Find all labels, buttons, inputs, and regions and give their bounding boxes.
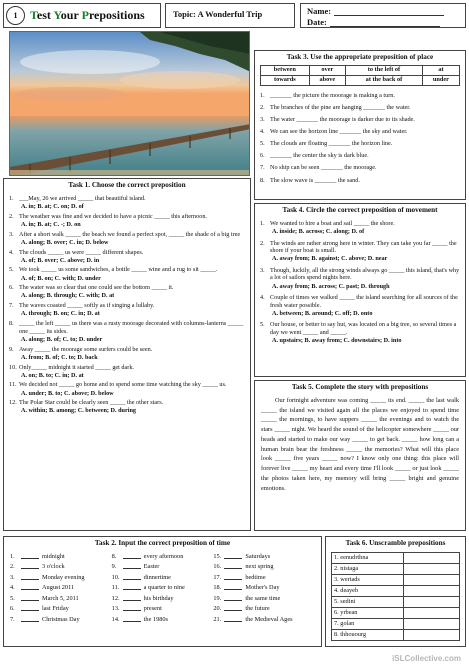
- task2-section: [3, 536, 322, 647]
- item-text: a quarter to nine: [143, 584, 185, 592]
- time-item: [10, 563, 112, 571]
- pier-sunset-image: [10, 32, 250, 176]
- answer-blank[interactable]: [21, 563, 39, 569]
- question-item: [9, 346, 245, 354]
- question-item: [9, 381, 245, 389]
- task3-heading: Task 3. Use the appropriate preposition of place: [286, 53, 434, 61]
- time-item: [213, 553, 315, 561]
- question-number: 2.: [260, 239, 265, 247]
- answer-blank[interactable]: [21, 616, 39, 622]
- item-text: his birthday: [143, 594, 174, 602]
- question-number: 8.: [9, 320, 14, 328]
- question-text: We wanted to hire a boat and sail _____ the shore.: [270, 219, 395, 227]
- time-item: [213, 616, 315, 624]
- question-number: 5.: [260, 140, 265, 148]
- answer-blank[interactable]: [224, 595, 242, 601]
- question-text: The winds are rather strong here in winter. They can take you far _____ the shore if your boat is small.: [270, 239, 457, 255]
- answer-options[interactable]: A. under; B. to; C. above; D. below: [21, 389, 114, 397]
- question-item: [9, 231, 245, 239]
- answer-options[interactable]: A. through; B. on; C. in; D. at: [21, 310, 100, 318]
- question-item: [260, 321, 460, 336]
- question-text: Only_____ midnight it started _____ get dark.: [19, 363, 134, 371]
- question-number: 2.: [9, 212, 14, 220]
- scrambled-word: 1. eenudrthna: [332, 552, 404, 563]
- item-number: 2.: [10, 563, 15, 571]
- question-text[interactable]: _______ the picture the moorage is making a turn.: [270, 91, 395, 99]
- answer-blank[interactable]: [21, 595, 39, 601]
- task1-heading: Task 1. Choose the correct preposition: [68, 181, 186, 189]
- task1-section: [3, 178, 251, 531]
- item-number: 19.: [213, 594, 222, 602]
- answer-blank[interactable]: [123, 605, 141, 611]
- answer-cell[interactable]: [403, 619, 459, 630]
- question-text: We decided not _____ go home and to spend some time watching the sky _____ us.: [19, 381, 227, 389]
- item-text: Christmas Day: [42, 615, 80, 623]
- topic-box: [165, 3, 295, 28]
- answer-options[interactable]: A. from; B. of; C. to; D. back: [21, 353, 98, 361]
- question-item: [9, 364, 245, 372]
- answer-blank[interactable]: [123, 563, 141, 569]
- task5-section: [254, 380, 466, 531]
- question-text: The clouds _____ us were _____ different shapes.: [19, 248, 144, 256]
- time-item: [10, 584, 112, 592]
- word-bank-cell: over: [309, 65, 345, 75]
- answer-blank[interactable]: [21, 584, 39, 590]
- question-item: [9, 266, 245, 274]
- question-item: [260, 164, 460, 172]
- question-text: Away _____ the moorage some surfers could be seen.: [19, 345, 153, 353]
- answer-blank[interactable]: [123, 574, 141, 580]
- question-number: 9.: [9, 345, 14, 353]
- item-number: 14.: [111, 615, 120, 623]
- time-item: [10, 553, 112, 561]
- task4-items: [260, 220, 460, 345]
- time-item: [112, 563, 214, 571]
- item-number: 15.: [213, 552, 222, 560]
- question-text[interactable]: _______ the center the sky is dark blue.: [270, 152, 369, 160]
- question-number: 4.: [9, 248, 14, 256]
- answer-cell[interactable]: [403, 574, 459, 585]
- name-field[interactable]: Name:: [307, 6, 444, 16]
- answer-options[interactable]: A. between; B. around; C. off; D. onto: [272, 309, 373, 317]
- word-bank-cell: to the left of: [346, 65, 423, 75]
- unscramble-row: [332, 552, 460, 563]
- item-number: 4.: [10, 584, 15, 592]
- item-number: 8.: [111, 552, 117, 560]
- task2-heading: Task 2. Input the correct preposition of time: [94, 539, 231, 547]
- answer-cell[interactable]: [403, 608, 459, 619]
- time-column: [10, 553, 112, 626]
- question-number: 7.: [9, 302, 14, 310]
- answer-blank[interactable]: [21, 553, 39, 559]
- answer-options[interactable]: A. within; B. among; C. between; D. during: [21, 407, 136, 415]
- word-bank-cell: at: [422, 65, 459, 75]
- scrambled-word: 4. deayeb: [332, 585, 404, 596]
- answer-options[interactable]: A. in; B. at; C. on; D. of: [21, 202, 84, 210]
- question-item: [260, 152, 460, 160]
- question-item: [9, 249, 245, 257]
- answer-blank[interactable]: [224, 605, 242, 611]
- question-number: 7.: [260, 164, 265, 172]
- time-item: [10, 574, 112, 582]
- time-item: [112, 584, 214, 592]
- scrambled-word: 2. nistaga: [332, 563, 404, 574]
- item-number: 20.: [213, 605, 222, 613]
- answer-blank[interactable]: [21, 574, 39, 580]
- answer-cell[interactable]: [403, 630, 459, 641]
- item-text: Saturdays: [245, 552, 271, 560]
- word-bank-row: [261, 75, 460, 85]
- scrambled-word: 8. thhouourg: [332, 630, 404, 641]
- name-date-box: [300, 3, 466, 28]
- unscramble-row: [332, 630, 460, 641]
- unscramble-row: [332, 619, 460, 630]
- question-number: 1.: [260, 91, 265, 99]
- item-text: midnight: [42, 552, 65, 560]
- question-text[interactable]: The slow wave is _______ the sand.: [270, 176, 360, 184]
- task6-heading: Task 6. Unscramble prepositions: [345, 539, 446, 547]
- item-number: 7.: [10, 615, 15, 623]
- unscramble-row: [332, 563, 460, 574]
- question-item: [260, 92, 460, 100]
- word-bank-cell: under: [422, 75, 459, 85]
- question-item: [9, 195, 245, 203]
- question-number: 10.: [9, 363, 17, 371]
- answer-options[interactable]: A. of; B. on; C. with; D. under: [21, 274, 101, 282]
- item-text: March 5, 2011: [42, 594, 79, 602]
- answer-blank[interactable]: [224, 584, 242, 590]
- question-text: After a short walk _____ the beach we found a perfect spot, _____ the shade of a big tree: [19, 230, 241, 238]
- question-item: [260, 177, 460, 185]
- item-text: the same time: [245, 594, 281, 602]
- worksheet-title: Test Your Prepositions: [30, 8, 145, 22]
- question-item: [9, 302, 245, 310]
- answer-blank[interactable]: [123, 584, 141, 590]
- answer-options[interactable]: A. along; B. over; C. in; D. below: [21, 238, 109, 246]
- answer-options[interactable]: A. away from; B. against; C. above; D. near: [272, 255, 388, 263]
- answer-cell[interactable]: [403, 563, 459, 574]
- answer-cell[interactable]: [403, 552, 459, 563]
- answer-blank[interactable]: [224, 563, 242, 569]
- topic-label: Topic: A Wonderful Trip: [173, 9, 263, 19]
- time-item: [112, 605, 214, 613]
- answer-options[interactable]: A. along; B. through; C. with; D. at: [21, 292, 115, 300]
- word-bank-row: [261, 65, 460, 75]
- question-number: 5.: [9, 266, 14, 274]
- answer-cell[interactable]: [403, 585, 459, 596]
- item-number: 9.: [111, 563, 117, 571]
- question-text[interactable]: The branches of the pine are hanging _______ the water.: [270, 103, 411, 111]
- question-item: [260, 267, 460, 282]
- item-text: the Medieval Ages: [245, 615, 293, 623]
- beach-photo: [9, 31, 250, 176]
- item-number: 1.: [10, 552, 15, 560]
- question-text: The waves coasted _____ softly as if singing a lullaby.: [19, 302, 155, 310]
- word-bank: [260, 65, 460, 86]
- question-number: 6.: [9, 284, 14, 292]
- question-number: 3.: [260, 115, 265, 123]
- scrambled-word: 6. yrbean: [332, 608, 404, 619]
- answer-options[interactable]: A. inside; B. across; C. along; D. of: [272, 227, 365, 235]
- unscramble-row: [332, 596, 460, 607]
- answer-blank[interactable]: [123, 616, 141, 622]
- time-item: [112, 553, 214, 561]
- answer-blank[interactable]: [224, 553, 242, 559]
- question-text: Couple of times we walked _____ the island searching for all sources of the fresh water possible.: [270, 294, 458, 309]
- question-number: 5.: [260, 321, 265, 329]
- title-box: [3, 3, 161, 28]
- question-text: The water was so clear that one could see the bottom _____ it.: [19, 284, 174, 292]
- question-item: [260, 294, 460, 309]
- question-number: 2.: [260, 103, 265, 111]
- item-text: last Friday: [42, 605, 69, 613]
- question-text: ___May, 26 we arrived _____ that beautiful island.: [19, 194, 146, 202]
- question-number: 4.: [260, 127, 265, 135]
- item-text: every afternoon: [143, 552, 184, 560]
- question-item: [260, 220, 460, 228]
- question-text: Though, luckily, all the strong winds always go _____ this island, that's why a lot of sailors spend nights here.: [270, 266, 460, 282]
- item-text: Easter: [143, 563, 160, 571]
- word-bank-cell: above: [309, 75, 345, 85]
- answer-blank[interactable]: [123, 595, 141, 601]
- item-number: 6.: [10, 605, 15, 613]
- answer-blank[interactable]: [224, 616, 242, 622]
- item-text: August 2011: [42, 584, 75, 592]
- word-bank-cell: towards: [261, 75, 310, 85]
- time-item: [112, 595, 214, 603]
- time-item: [112, 616, 214, 624]
- question-number: 12.: [9, 399, 17, 407]
- item-text: bedtime: [245, 573, 266, 581]
- story-text: Our fortnight adventure was coming _____ its end. _____ the last walk _____ the island we visited again all the places we enjoyed to spend time _____ the mornings, to have suppers _____ the evenings and to watch the stars _____ night. We heard the sound of the helicopter somewhere _____ our heads and started to make our way _____ to get back. _____ how long can a human brain bear the freshness _____ the memories? What will this place look _____ five years _____ now? I know only one thing: this place will forever live _____ my heart and every time I'll look _____ or just look _____ the photos taken here, my memory will bring _____ bright and genuine emotions.: [261, 396, 459, 492]
- task2-grid: [10, 553, 315, 626]
- item-text: next spring: [245, 563, 274, 571]
- item-number: 17.: [213, 573, 222, 581]
- question-text: We took _____ us some sandwiches, a bottle _____ wine and a rug to sit _____.: [19, 266, 218, 274]
- question-number: 3.: [260, 266, 265, 274]
- item-text: the 1980s: [143, 615, 168, 623]
- question-item: [9, 213, 245, 221]
- unscramble-row: [332, 585, 460, 596]
- answer-options[interactable]: A. in; B. at; C. -; D. on: [21, 220, 81, 228]
- task4-heading: Task 4. Circle the correct preposition of movement: [282, 206, 438, 214]
- question-number: 11.: [9, 381, 17, 389]
- question-text[interactable]: We can see the horizon line _______ the sky and water.: [270, 127, 408, 135]
- answer-options[interactable]: A. away from; B. across; C. past; D. through: [272, 282, 390, 290]
- question-number: 4.: [260, 294, 265, 302]
- question-text[interactable]: The water _______ the moorage is darker due to its shade.: [270, 115, 415, 123]
- question-text: The Polar Star could be clearly seen _____ the other stars.: [19, 399, 164, 407]
- task5-heading: Task 5. Complete the story with prepositions: [291, 383, 429, 391]
- item-text: dinnertime: [143, 573, 171, 581]
- time-column: [213, 553, 315, 626]
- question-number: 6.: [260, 152, 265, 160]
- question-text[interactable]: The clouds are floating _______ the horizon line.: [270, 140, 393, 148]
- answer-blank[interactable]: [123, 553, 141, 559]
- scrambled-word: 7. golan: [332, 619, 404, 630]
- item-number: 13.: [111, 605, 120, 613]
- item-text: Mother's Day: [245, 584, 280, 592]
- question-item: [260, 140, 460, 148]
- item-number: 11.: [111, 584, 120, 592]
- question-number: 3.: [9, 230, 14, 238]
- task6-section: [325, 536, 466, 647]
- item-text: 3 o'clock: [42, 563, 65, 571]
- task3-items: [260, 92, 460, 185]
- task4-section: [254, 203, 466, 377]
- item-number: 3.: [10, 573, 15, 581]
- item-number: 10.: [111, 573, 120, 581]
- unscramble-table: [331, 552, 460, 641]
- item-number: 12.: [111, 594, 120, 602]
- time-column: [112, 553, 214, 626]
- word-bank-cell: between: [261, 65, 310, 75]
- item-number: 16.: [213, 563, 222, 571]
- time-item: [112, 574, 214, 582]
- question-number: 1.: [9, 194, 14, 202]
- time-item: [213, 605, 315, 613]
- question-item: [9, 399, 245, 407]
- scrambled-word: 3. wertads: [332, 574, 404, 585]
- question-item: [260, 104, 460, 112]
- item-text: the future: [245, 605, 270, 613]
- unscramble-row: [332, 608, 460, 619]
- item-text: Monday evening: [42, 573, 85, 581]
- question-item: [9, 320, 245, 335]
- answer-blank[interactable]: [21, 605, 39, 611]
- watermark-text: iSLCollective.com: [392, 654, 461, 664]
- question-text: _____ the left _____ us there was a rusty moorage decorated with columns-lanterns _____ one _____ its sides.: [19, 320, 244, 335]
- date-field[interactable]: Date:: [307, 17, 440, 27]
- time-item: [10, 605, 112, 613]
- question-number: 8.: [260, 176, 265, 184]
- worksheet-number: 1: [6, 6, 25, 25]
- question-item: [260, 240, 460, 255]
- answer-options[interactable]: A. on; B. to; C. in; D. at: [21, 371, 84, 379]
- question-text: Our house, or better to say hut, was located on a big tree, so several times a day we went _____ and _____.: [270, 321, 457, 336]
- question-item: [260, 116, 460, 124]
- answer-cell[interactable]: [403, 596, 459, 607]
- item-number: 5.: [10, 594, 15, 602]
- item-text: present: [143, 605, 162, 613]
- item-number: 21.: [213, 615, 222, 623]
- word-bank-cell: at the back of: [346, 75, 423, 85]
- answer-blank[interactable]: [224, 574, 242, 580]
- task1-items: [9, 195, 245, 415]
- scrambled-word: 5. sedini: [332, 596, 404, 607]
- question-item: [260, 128, 460, 136]
- item-number: 18.: [213, 584, 222, 592]
- time-item: [213, 574, 315, 582]
- answer-options[interactable]: A. of; B. over; C. above; D. in: [21, 256, 100, 264]
- time-item: [213, 595, 315, 603]
- time-item: [213, 584, 315, 592]
- question-text[interactable]: No ship can be seen _______ the moorage.: [270, 164, 377, 172]
- time-item: [10, 595, 112, 603]
- answer-options[interactable]: A. along; B. of; C. to; D. under: [21, 335, 103, 343]
- time-item: [10, 616, 112, 624]
- answer-options[interactable]: A. upstairs; B. away from; C. downstairs; D. into: [272, 337, 402, 345]
- question-item: [9, 284, 245, 292]
- task3-section: [254, 50, 466, 200]
- time-item: [213, 563, 315, 571]
- unscramble-row: [332, 574, 460, 585]
- question-text: The weather was fine and we decided to have a picnic _____ this afternoon.: [19, 212, 207, 220]
- question-number: 1.: [260, 219, 265, 227]
